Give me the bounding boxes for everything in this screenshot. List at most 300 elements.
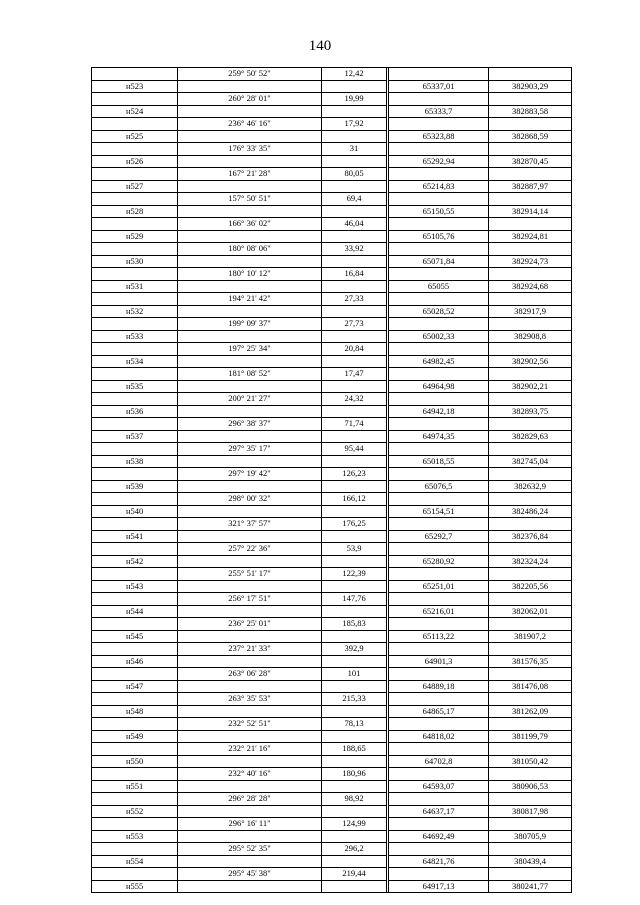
bearing-cell xyxy=(178,830,322,843)
segment-row xyxy=(92,243,572,256)
point-row xyxy=(92,130,572,143)
bearing-cell xyxy=(178,680,322,693)
bearing-cell xyxy=(178,380,322,393)
bearing-cell xyxy=(178,155,322,168)
bearing-cell xyxy=(178,505,322,518)
y-coordinate-cell: 381050,42 xyxy=(489,755,572,768)
segment-row xyxy=(92,218,572,231)
x-coordinate-cell: 64982,45 xyxy=(389,355,489,368)
bearing-cell xyxy=(178,105,322,118)
point-row xyxy=(92,230,572,243)
distance-cell: 101 xyxy=(322,668,387,681)
x-coordinate-cell xyxy=(389,118,489,131)
x-coordinate-cell: 65018,55 xyxy=(389,455,489,468)
distance-cell xyxy=(322,155,387,168)
segment-row xyxy=(92,543,572,556)
point-id-cell: н546 xyxy=(92,655,178,668)
x-coordinate-cell: 64692,49 xyxy=(389,830,489,843)
point-id-cell xyxy=(92,543,178,556)
point-id-cell xyxy=(92,243,178,256)
distance-cell xyxy=(322,530,387,543)
point-row xyxy=(92,430,572,443)
distance-cell: 80,05 xyxy=(322,168,387,181)
bearing-cell: 321° 37' 57" xyxy=(178,518,322,531)
distance-cell: 27,33 xyxy=(322,293,387,306)
x-coordinate-cell: 64821,76 xyxy=(389,855,489,868)
y-coordinate-cell: 382924,68 xyxy=(489,280,572,293)
point-row xyxy=(92,80,572,93)
y-coordinate-cell xyxy=(489,168,572,181)
segment-row xyxy=(92,618,572,631)
point-row xyxy=(92,730,572,743)
x-coordinate-cell xyxy=(389,218,489,231)
point-id-cell xyxy=(92,718,178,731)
point-row xyxy=(92,630,572,643)
point-id-cell: н550 xyxy=(92,755,178,768)
point-id-cell xyxy=(92,493,178,506)
segment-row xyxy=(92,643,572,656)
x-coordinate-cell xyxy=(389,768,489,781)
distance-cell xyxy=(322,805,387,818)
x-coordinate-cell xyxy=(389,818,489,831)
segment-row xyxy=(92,818,572,831)
x-coordinate-cell: 64593,07 xyxy=(389,780,489,793)
y-coordinate-cell xyxy=(489,93,572,106)
point-id-cell xyxy=(92,443,178,456)
point-id-cell xyxy=(92,268,178,281)
distance-cell xyxy=(322,630,387,643)
point-id-cell: н549 xyxy=(92,730,178,743)
bearing-cell xyxy=(178,255,322,268)
point-row xyxy=(92,480,572,493)
bearing-cell: 297° 19' 42" xyxy=(178,468,322,481)
y-coordinate-cell: 380705,9 xyxy=(489,830,572,843)
segment-row xyxy=(92,443,572,456)
point-row xyxy=(92,330,572,343)
point-id-cell xyxy=(92,643,178,656)
distance-cell xyxy=(322,280,387,293)
y-coordinate-cell: 381199,79 xyxy=(489,730,572,743)
point-row xyxy=(92,355,572,368)
y-coordinate-cell xyxy=(489,118,572,131)
distance-cell: 24,32 xyxy=(322,393,387,406)
point-row xyxy=(92,380,572,393)
x-coordinate-cell xyxy=(389,543,489,556)
point-id-cell xyxy=(92,143,178,156)
point-id-cell: н532 xyxy=(92,305,178,318)
bearing-cell: 199° 09' 37" xyxy=(178,318,322,331)
point-id-cell: н534 xyxy=(92,355,178,368)
point-id-cell xyxy=(92,93,178,106)
coordinates-table-body xyxy=(92,68,572,893)
point-id-cell xyxy=(92,693,178,706)
y-coordinate-cell xyxy=(489,218,572,231)
point-id-cell: н540 xyxy=(92,505,178,518)
segment-row xyxy=(92,568,572,581)
bearing-cell xyxy=(178,130,322,143)
segment-row xyxy=(92,118,572,131)
page-number: 140 xyxy=(308,38,332,54)
bearing-cell: 166° 36' 02" xyxy=(178,218,322,231)
distance-cell xyxy=(322,680,387,693)
point-row xyxy=(92,830,572,843)
point-row xyxy=(92,305,572,318)
point-id-cell: н538 xyxy=(92,455,178,468)
bearing-cell: 296° 28' 28" xyxy=(178,793,322,806)
point-id-cell xyxy=(92,418,178,431)
bearing-cell: 298° 00' 32" xyxy=(178,493,322,506)
y-coordinate-cell: 382870,45 xyxy=(489,155,572,168)
point-id-cell: н551 xyxy=(92,780,178,793)
x-coordinate-cell xyxy=(389,268,489,281)
distance-cell: 20,84 xyxy=(322,343,387,356)
segment-row xyxy=(92,668,572,681)
segment-row xyxy=(92,868,572,881)
point-row xyxy=(92,680,572,693)
bearing-cell: 295° 45' 38" xyxy=(178,868,322,881)
distance-cell: 95,44 xyxy=(322,443,387,456)
bearing-cell: 296° 38' 37" xyxy=(178,418,322,431)
bearing-cell xyxy=(178,780,322,793)
bearing-cell: 257° 22' 36" xyxy=(178,543,322,556)
point-row xyxy=(92,780,572,793)
distance-cell: 215,33 xyxy=(322,693,387,706)
bearing-cell: 180° 08' 06" xyxy=(178,243,322,256)
point-id-cell xyxy=(92,843,178,856)
point-id-cell xyxy=(92,593,178,606)
x-coordinate-cell: 65292,7 xyxy=(389,530,489,543)
x-coordinate-cell: 65251,01 xyxy=(389,580,489,593)
y-coordinate-cell: 382883,58 xyxy=(489,105,572,118)
distance-cell xyxy=(322,780,387,793)
x-coordinate-cell: 64917,13 xyxy=(389,880,489,893)
point-id-cell xyxy=(92,518,178,531)
point-row xyxy=(92,280,572,293)
bearing-cell: 200° 21' 27" xyxy=(178,393,322,406)
distance-cell: 31 xyxy=(322,143,387,156)
distance-cell: 188,65 xyxy=(322,743,387,756)
y-coordinate-cell xyxy=(489,768,572,781)
distance-cell: 27,73 xyxy=(322,318,387,331)
point-row xyxy=(92,705,572,718)
x-coordinate-cell xyxy=(389,468,489,481)
y-coordinate-cell xyxy=(489,693,572,706)
point-row xyxy=(92,180,572,193)
bearing-cell: 260° 28' 01" xyxy=(178,93,322,106)
point-id-cell: н552 xyxy=(92,805,178,818)
bearing-cell xyxy=(178,630,322,643)
bearing-cell xyxy=(178,530,322,543)
bearing-cell xyxy=(178,230,322,243)
point-id-cell xyxy=(92,668,178,681)
y-coordinate-cell xyxy=(489,643,572,656)
bearing-cell xyxy=(178,880,322,893)
bearing-cell xyxy=(178,80,322,93)
bearing-cell xyxy=(178,180,322,193)
distance-cell: 78,13 xyxy=(322,718,387,731)
point-id-cell xyxy=(92,343,178,356)
x-coordinate-cell: 65071,84 xyxy=(389,255,489,268)
x-coordinate-cell: 64942,18 xyxy=(389,405,489,418)
bearing-cell xyxy=(178,855,322,868)
bearing-cell xyxy=(178,405,322,418)
distance-cell xyxy=(322,880,387,893)
distance-cell xyxy=(322,505,387,518)
y-coordinate-cell: 382924,73 xyxy=(489,255,572,268)
distance-cell xyxy=(322,80,387,93)
x-coordinate-cell xyxy=(389,368,489,381)
bearing-cell xyxy=(178,430,322,443)
point-id-cell xyxy=(92,168,178,181)
x-coordinate-cell: 64637,17 xyxy=(389,805,489,818)
bearing-cell: 295° 52' 35" xyxy=(178,843,322,856)
point-id-cell: н547 xyxy=(92,680,178,693)
point-id-cell: н539 xyxy=(92,480,178,493)
point-id-cell: н542 xyxy=(92,555,178,568)
distance-cell xyxy=(322,305,387,318)
y-coordinate-cell xyxy=(489,793,572,806)
distance-cell: 185,83 xyxy=(322,618,387,631)
distance-cell xyxy=(322,480,387,493)
segment-row xyxy=(92,693,572,706)
x-coordinate-cell: 65323,88 xyxy=(389,130,489,143)
segment-row xyxy=(92,493,572,506)
bearing-cell: 236° 46' 16" xyxy=(178,118,322,131)
distance-cell xyxy=(322,355,387,368)
distance-cell: 392,9 xyxy=(322,643,387,656)
y-coordinate-cell: 382893,75 xyxy=(489,405,572,418)
bearing-cell xyxy=(178,305,322,318)
distance-cell: 219,44 xyxy=(322,868,387,881)
segment-row xyxy=(92,343,572,356)
distance-cell xyxy=(322,555,387,568)
y-coordinate-cell xyxy=(489,193,572,206)
point-row xyxy=(92,255,572,268)
y-coordinate-cell xyxy=(489,418,572,431)
distance-cell xyxy=(322,380,387,393)
x-coordinate-cell: 65002,33 xyxy=(389,330,489,343)
point-row xyxy=(92,880,572,893)
y-coordinate-cell xyxy=(489,368,572,381)
x-coordinate-cell: 65292,94 xyxy=(389,155,489,168)
segment-row xyxy=(92,468,572,481)
point-id-cell xyxy=(92,568,178,581)
segment-row xyxy=(92,843,572,856)
y-coordinate-cell: 382324,24 xyxy=(489,555,572,568)
y-coordinate-cell xyxy=(489,543,572,556)
point-id-cell: н524 xyxy=(92,105,178,118)
x-coordinate-cell xyxy=(389,618,489,631)
x-coordinate-cell xyxy=(389,518,489,531)
point-row xyxy=(92,405,572,418)
segment-row xyxy=(92,143,572,156)
y-coordinate-cell: 380906,53 xyxy=(489,780,572,793)
x-coordinate-cell: 65105,76 xyxy=(389,230,489,243)
distance-cell: 122,39 xyxy=(322,568,387,581)
distance-cell: 296,2 xyxy=(322,843,387,856)
point-id-cell: н548 xyxy=(92,705,178,718)
distance-cell: 17,92 xyxy=(322,118,387,131)
distance-cell xyxy=(322,205,387,218)
point-id-cell: н531 xyxy=(92,280,178,293)
point-id-cell: н529 xyxy=(92,230,178,243)
bearing-cell: 176° 33' 35" xyxy=(178,143,322,156)
distance-cell xyxy=(322,130,387,143)
x-coordinate-cell: 64974,35 xyxy=(389,430,489,443)
bearing-cell: 180° 10' 12" xyxy=(178,268,322,281)
point-row xyxy=(92,555,572,568)
bearing-cell: 256° 17' 51" xyxy=(178,593,322,606)
segment-row xyxy=(92,168,572,181)
y-coordinate-cell xyxy=(489,393,572,406)
point-id-cell: н537 xyxy=(92,430,178,443)
point-id-cell xyxy=(92,368,178,381)
x-coordinate-cell: 65055 xyxy=(389,280,489,293)
point-id-cell xyxy=(92,468,178,481)
x-coordinate-cell xyxy=(389,318,489,331)
y-coordinate-cell: 382924,81 xyxy=(489,230,572,243)
point-row xyxy=(92,605,572,618)
point-row xyxy=(92,855,572,868)
y-coordinate-cell: 382632,9 xyxy=(489,480,572,493)
point-id-cell xyxy=(92,118,178,131)
point-id-cell xyxy=(92,193,178,206)
point-id-cell xyxy=(92,768,178,781)
bearing-cell xyxy=(178,705,322,718)
distance-cell: 16,84 xyxy=(322,268,387,281)
bearing-cell: 297° 35' 17" xyxy=(178,443,322,456)
bearing-cell: 263° 06' 28" xyxy=(178,668,322,681)
distance-cell xyxy=(322,655,387,668)
point-id-cell xyxy=(92,318,178,331)
y-coordinate-cell xyxy=(489,468,572,481)
bearing-cell xyxy=(178,355,322,368)
x-coordinate-cell xyxy=(389,843,489,856)
distance-cell: 166,12 xyxy=(322,493,387,506)
y-coordinate-cell xyxy=(489,518,572,531)
point-row xyxy=(92,530,572,543)
point-id-cell: н535 xyxy=(92,380,178,393)
y-coordinate-cell xyxy=(489,718,572,731)
point-row xyxy=(92,155,572,168)
x-coordinate-cell xyxy=(389,868,489,881)
x-coordinate-cell xyxy=(389,443,489,456)
y-coordinate-cell: 382908,8 xyxy=(489,330,572,343)
bearing-cell: 263° 35' 53" xyxy=(178,693,322,706)
y-coordinate-cell: 382902,56 xyxy=(489,355,572,368)
x-coordinate-cell xyxy=(389,343,489,356)
bearing-cell: 296° 16' 11" xyxy=(178,818,322,831)
y-coordinate-cell xyxy=(489,868,572,881)
x-coordinate-cell: 65154,51 xyxy=(389,505,489,518)
bearing-cell xyxy=(178,280,322,293)
y-coordinate-cell: 380439,4 xyxy=(489,855,572,868)
point-id-cell: н527 xyxy=(92,180,178,193)
bearing-cell: 194° 21' 42" xyxy=(178,293,322,306)
x-coordinate-cell xyxy=(389,193,489,206)
segment-row xyxy=(92,393,572,406)
y-coordinate-cell xyxy=(489,668,572,681)
point-id-cell xyxy=(92,793,178,806)
x-coordinate-cell: 65150,55 xyxy=(389,205,489,218)
x-coordinate-cell xyxy=(389,418,489,431)
point-row xyxy=(92,105,572,118)
bearing-cell xyxy=(178,730,322,743)
bearing-cell: 232° 40' 16" xyxy=(178,768,322,781)
y-coordinate-cell: 382903,29 xyxy=(489,80,572,93)
distance-cell: 33,92 xyxy=(322,243,387,256)
segment-row xyxy=(92,593,572,606)
distance-cell: 126,23 xyxy=(322,468,387,481)
segment-row xyxy=(92,793,572,806)
bearing-cell xyxy=(178,755,322,768)
distance-cell: 147,76 xyxy=(322,593,387,606)
y-coordinate-cell: 382486,24 xyxy=(489,505,572,518)
point-id-cell xyxy=(92,618,178,631)
distance-cell: 98,92 xyxy=(322,793,387,806)
y-coordinate-cell: 382829,63 xyxy=(489,430,572,443)
bearing-cell: 232° 52' 51" xyxy=(178,718,322,731)
x-coordinate-cell: 65280,92 xyxy=(389,555,489,568)
point-id-cell: н525 xyxy=(92,130,178,143)
distance-cell: 124,99 xyxy=(322,818,387,831)
point-id-cell xyxy=(92,218,178,231)
x-coordinate-cell: 64889,18 xyxy=(389,680,489,693)
x-coordinate-cell xyxy=(389,693,489,706)
point-row xyxy=(92,805,572,818)
x-coordinate-cell xyxy=(389,793,489,806)
point-row xyxy=(92,205,572,218)
x-coordinate-cell: 65216,01 xyxy=(389,605,489,618)
y-coordinate-cell: 382917,9 xyxy=(489,305,572,318)
bearing-cell xyxy=(178,605,322,618)
y-coordinate-cell xyxy=(489,618,572,631)
point-id-cell: н543 xyxy=(92,580,178,593)
x-coordinate-cell: 64818,02 xyxy=(389,730,489,743)
segment-row xyxy=(92,718,572,731)
point-id-cell: н545 xyxy=(92,630,178,643)
distance-cell xyxy=(322,605,387,618)
bearing-cell xyxy=(178,555,322,568)
point-row xyxy=(92,455,572,468)
x-coordinate-cell xyxy=(389,243,489,256)
bearing-cell: 197° 25' 34" xyxy=(178,343,322,356)
distance-cell: 53,9 xyxy=(322,543,387,556)
y-coordinate-cell xyxy=(489,243,572,256)
y-coordinate-cell xyxy=(489,443,572,456)
segment-row xyxy=(92,68,572,81)
segment-row xyxy=(92,318,572,331)
point-id-cell: н523 xyxy=(92,80,178,93)
bearing-cell: 237° 21' 33" xyxy=(178,643,322,656)
segment-row xyxy=(92,518,572,531)
point-id-cell: н533 xyxy=(92,330,178,343)
bearing-cell: 181° 08' 52" xyxy=(178,368,322,381)
bearing-cell: 157° 50' 51" xyxy=(178,193,322,206)
point-id-cell xyxy=(92,393,178,406)
x-coordinate-cell: 65214,83 xyxy=(389,180,489,193)
y-coordinate-cell xyxy=(489,493,572,506)
x-coordinate-cell xyxy=(389,568,489,581)
segment-row xyxy=(92,193,572,206)
bearing-cell xyxy=(178,655,322,668)
x-coordinate-cell xyxy=(389,293,489,306)
distance-cell xyxy=(322,730,387,743)
y-coordinate-cell: 382887,97 xyxy=(489,180,572,193)
distance-cell xyxy=(322,105,387,118)
point-row xyxy=(92,580,572,593)
y-coordinate-cell xyxy=(489,843,572,856)
